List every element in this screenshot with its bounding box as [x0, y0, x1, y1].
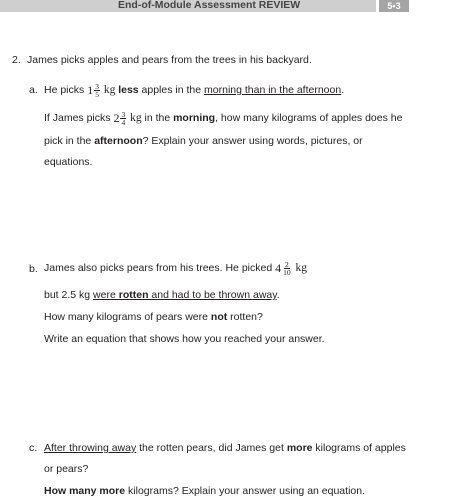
emphasis-afternoon: afternoon [94, 135, 143, 147]
part-a-line-1-text: He picks [44, 84, 88, 96]
part-b-line-3-text: How many kilograms of pears were [44, 311, 211, 323]
part-b-line-2 [44, 289, 280, 302]
fraction [94, 83, 100, 98]
fraction-numerator: 3 [121, 109, 126, 119]
part-a-label: a. [29, 84, 38, 96]
fraction-denominator: 10 [283, 267, 291, 277]
emphasis-rotten: rotten [118, 289, 149, 301]
unit-kg: kg [292, 262, 307, 274]
fraction-numerator: 3 [95, 81, 99, 91]
underlined-post: and had to be thrown away [148, 289, 277, 301]
emphasis-how-many-more: How many more [44, 485, 126, 497]
part-a-line-3-text: pick in the [44, 135, 95, 147]
part-a-line-1-mid: apples in the [138, 84, 205, 96]
fraction [282, 261, 292, 276]
fraction [120, 111, 126, 126]
unit-kg: kg [100, 84, 119, 96]
part-c-line-3-end: kilograms? Explain your answer using an equation. [125, 485, 365, 497]
question-stem: James picks apples and pears from the trees in his backyard. [27, 54, 312, 66]
part-c-line-1 [44, 442, 406, 455]
underlined-phrase [93, 289, 277, 301]
period: . [341, 84, 345, 96]
part-b-line-3 [44, 311, 263, 324]
part-b-line-3-end: rotten? [227, 311, 263, 323]
mixed-whole: 1 [87, 83, 94, 98]
unit-kg: kg [127, 112, 142, 124]
underlined-phrase: After throwing away [44, 442, 137, 454]
underlined-pre: were [93, 289, 119, 301]
lesson-badge: 5•3 [379, 0, 409, 12]
header-bar [0, 0, 376, 12]
emphasis-not: not [210, 311, 228, 323]
part-b-line-2-text: but 2.5 kg [44, 289, 94, 301]
header-title: End-of-Module Assessment REVIEW [118, 0, 301, 11]
part-c-line-1-end: kilograms of apples [312, 442, 406, 454]
part-a-line-2 [44, 106, 402, 130]
part-c-line-2: or pears? [44, 463, 89, 475]
emphasis-less: less [118, 84, 139, 96]
part-a-line-2-end: , how many kilograms of apples does he [215, 112, 403, 124]
part-c-line-3 [44, 485, 365, 498]
part-c-label: c. [29, 442, 38, 454]
fraction-numerator: 2 [284, 259, 289, 269]
emphasis-morning: morning [173, 112, 216, 124]
part-a-line-1 [44, 79, 344, 101]
part-b-line-1 [44, 256, 307, 280]
fraction-denominator: 4 [121, 117, 126, 127]
underlined-phrase: morning than in the afternoon [204, 84, 342, 96]
emphasis-more: more [286, 442, 313, 454]
part-a-line-3-end: ? Explain your answer using words, pictures, or [142, 135, 363, 147]
question-number: 2. [12, 54, 21, 66]
mixed-whole: 2 [113, 111, 120, 126]
part-a-line-2-mid: in the [141, 112, 174, 124]
part-c-line-1-mid: the rotten pears, did James get [136, 442, 287, 454]
mixed-number [113, 106, 127, 130]
part-b-line-1-text: James also picks pears from his trees. He picked [44, 262, 276, 274]
part-a-line-3 [44, 135, 363, 148]
mixed-number [275, 256, 293, 280]
mixed-whole: 4 [275, 261, 282, 276]
fraction-denominator: 5 [95, 89, 99, 99]
period: . [276, 289, 280, 301]
part-b-label: b. [29, 263, 38, 275]
part-b-line-4: Write an equation that shows how you reached your answer. [44, 333, 325, 345]
mixed-number [87, 79, 101, 101]
part-a-line-4: equations. [44, 156, 93, 168]
part-a-line-2-text: If James picks [44, 112, 114, 124]
